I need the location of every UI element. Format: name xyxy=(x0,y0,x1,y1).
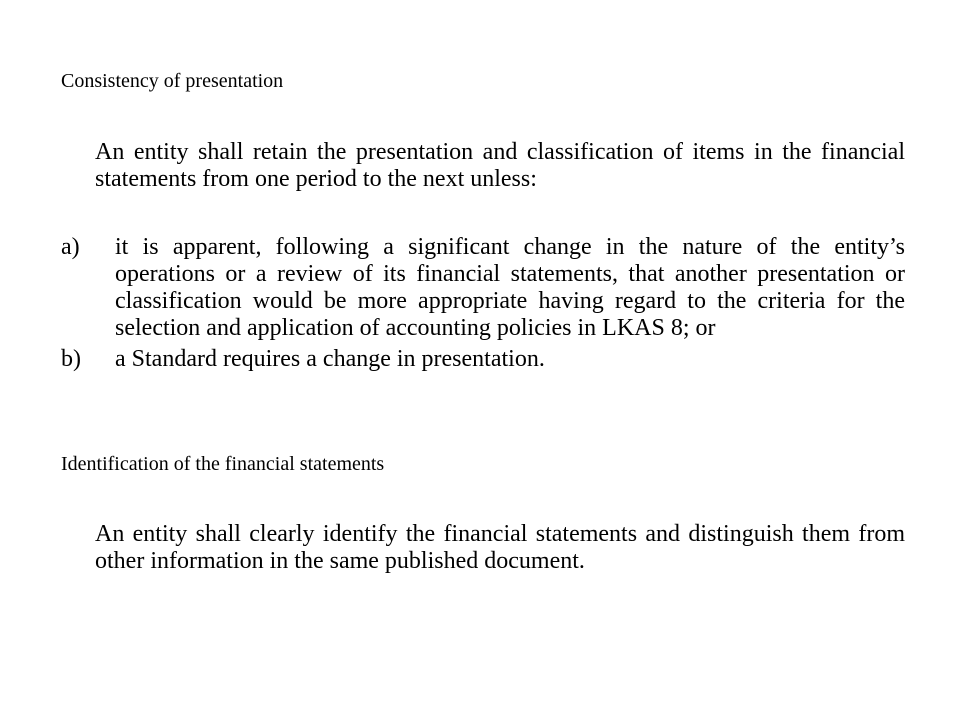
exceptions-list xyxy=(61,234,905,373)
section-heading-identification: Identification of the financial statements xyxy=(61,453,385,475)
list-item-a xyxy=(61,234,905,342)
list-marker-b: b) xyxy=(61,346,81,372)
identification-paragraph: An entity shall clearly identify the financial statements and distinguish them from other information in the same published document. xyxy=(95,521,905,574)
list-item-b-text: a Standard requires a change in presentation. xyxy=(115,346,545,372)
section-heading-consistency: Consistency of presentation xyxy=(61,70,284,92)
list-item-a-text: it is apparent, following a significant change in the nature of the entity’s operations or a review of its financial statements, that another presentation or classification would be more appropriate having regard to the criteria for the selection and application of accounting policies in LKAS 8; or xyxy=(115,234,905,341)
list-item-b xyxy=(61,346,905,373)
consistency-intro-paragraph: An entity shall retain the presentation and classification of items in the financial statements from one period to the next unless: xyxy=(95,139,905,192)
list-marker-a: a) xyxy=(61,234,80,260)
